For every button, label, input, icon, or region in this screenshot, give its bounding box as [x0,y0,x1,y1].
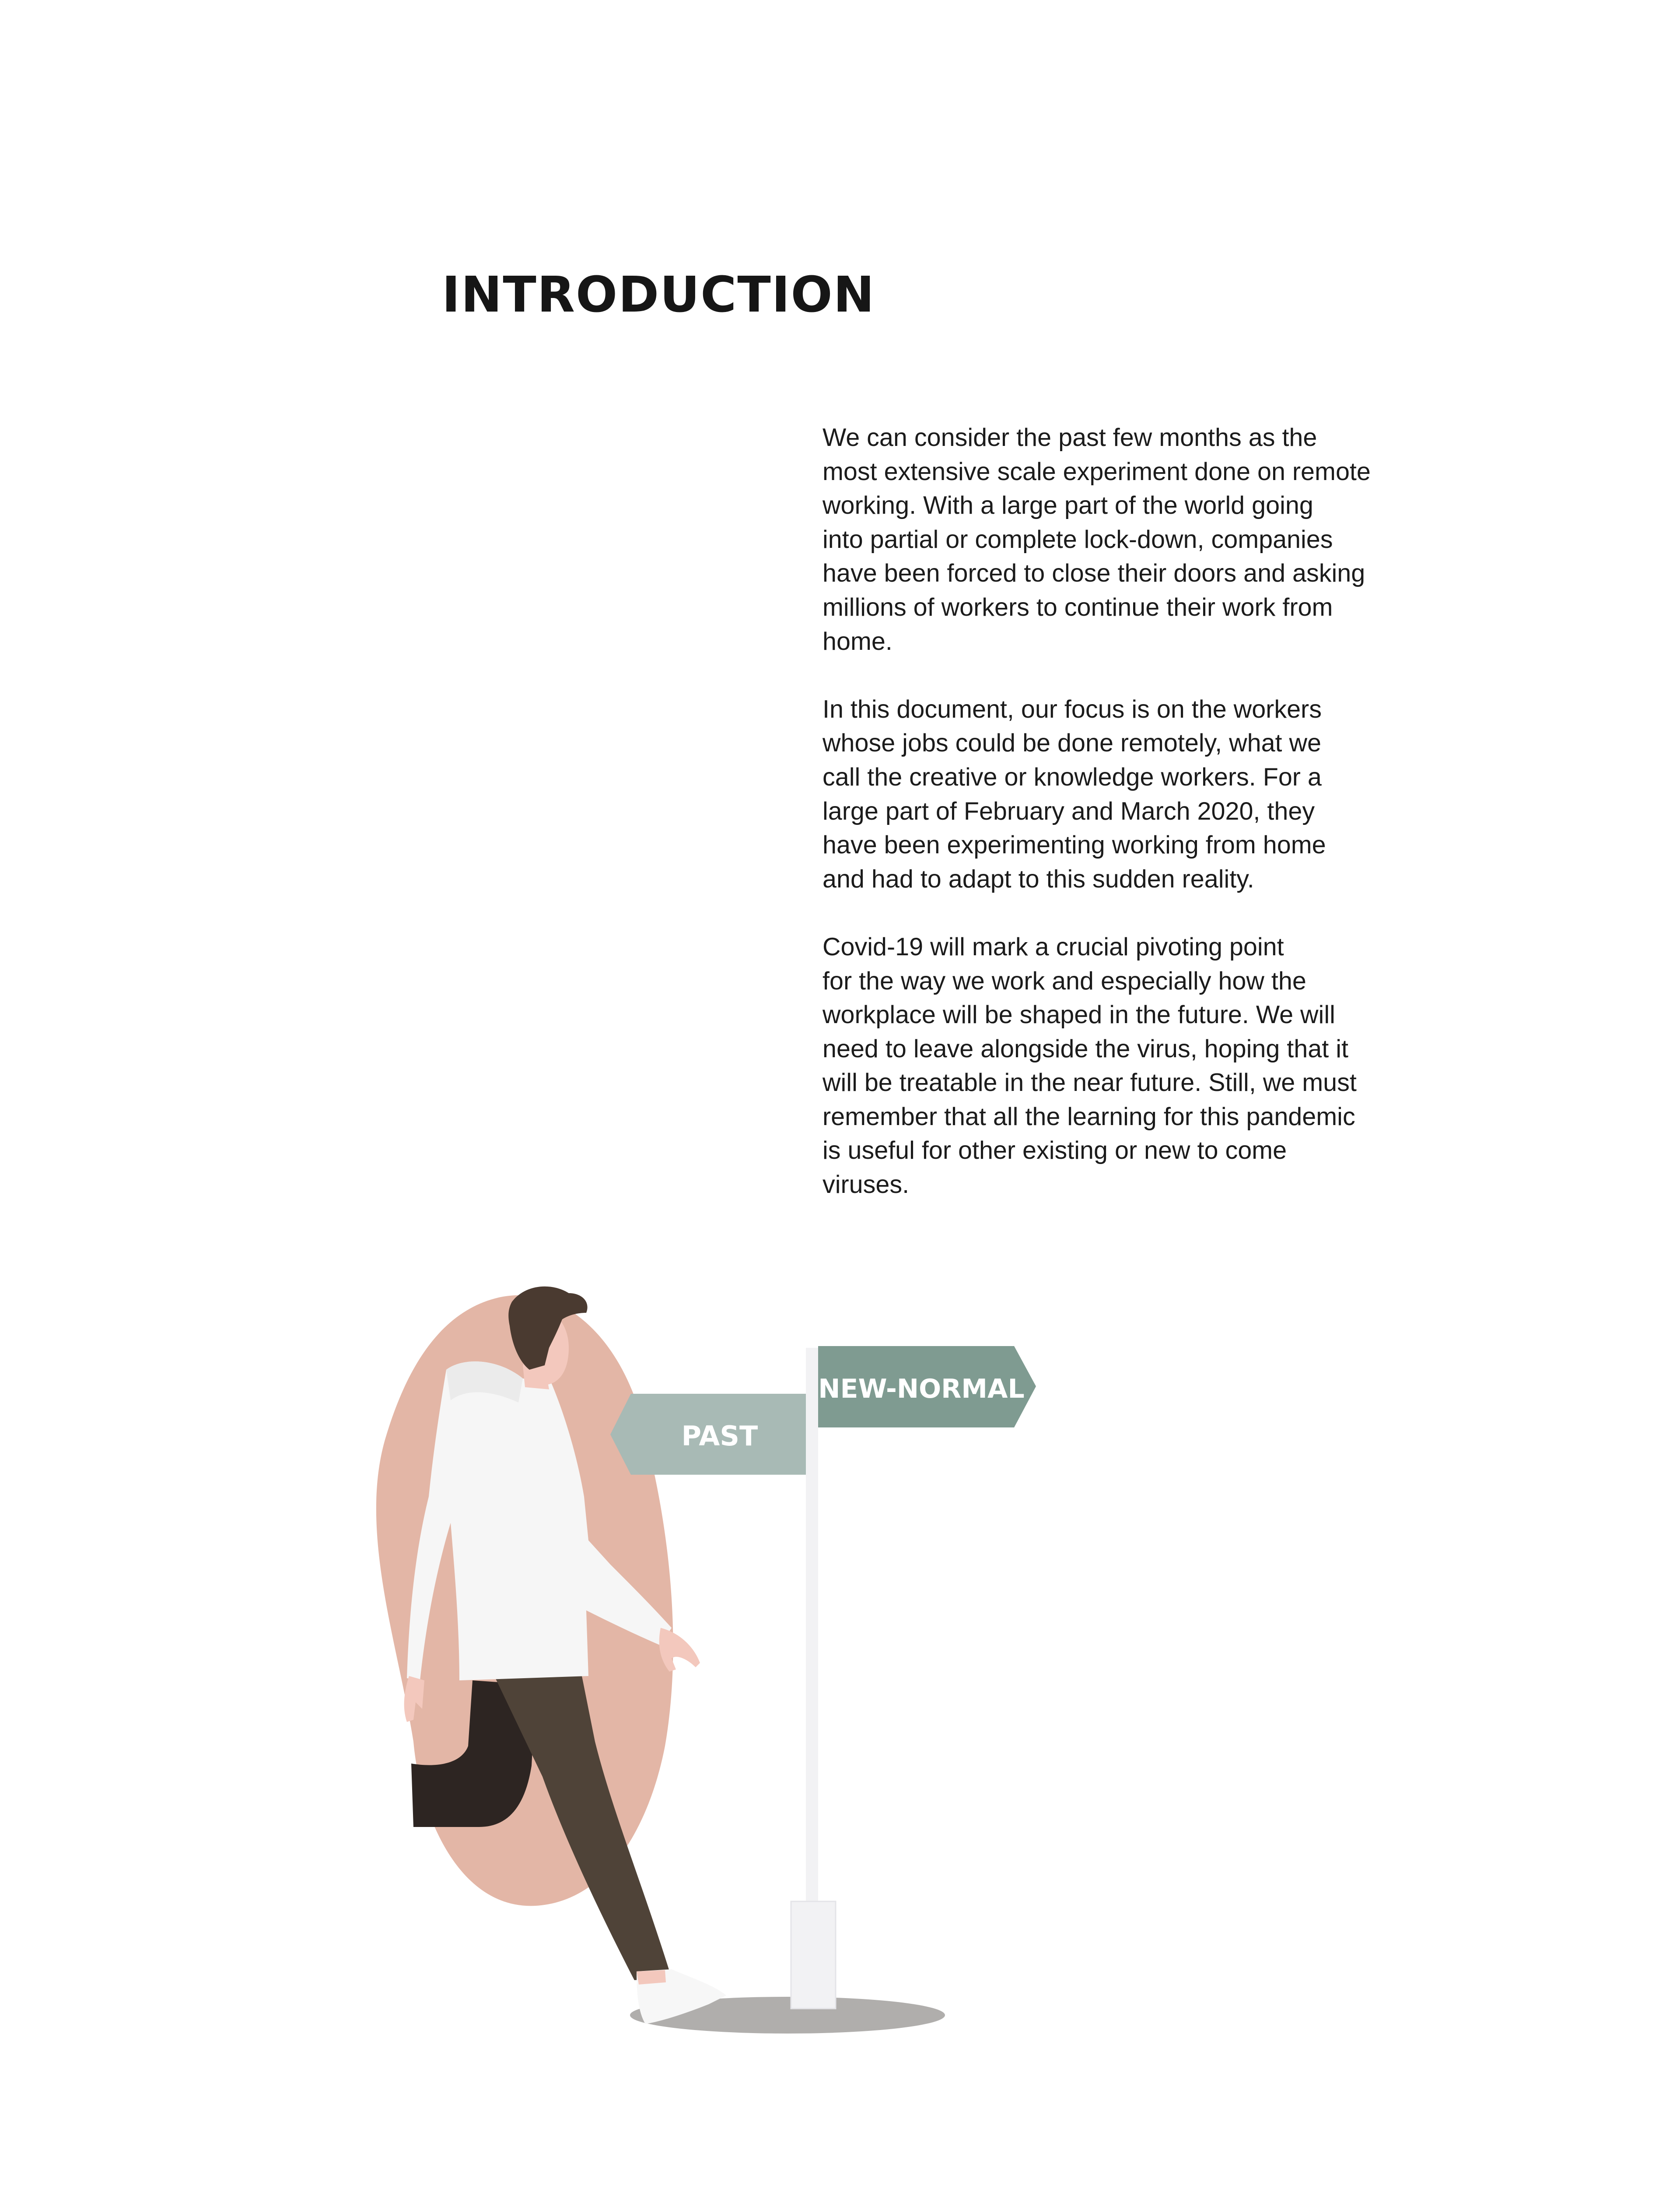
past-sign-label: PAST [681,1420,758,1452]
text-line: is useful for other existing or new to come [822,1136,1287,1165]
ankle [637,1970,666,1985]
text-line: workplace will be shaped in the future. We will [822,1001,1335,1029]
text-line: for the way we work and especially how the [822,967,1306,995]
text-line: viruses. [822,1171,910,1199]
text-line: into partial or complete lock-down, companies [822,525,1333,554]
text-line: remember that all the learning for this pandemic [822,1102,1355,1131]
intro-paragraph [822,693,1378,897]
text-line: have been forced to close their doors and asking [822,559,1365,588]
text-line: have been experimenting working from home [822,831,1326,859]
intro-paragraph [822,930,1378,1202]
new-normal-sign-label: NEW-NORMAL [818,1374,1025,1404]
text-line: We can consider the past few months as the [822,424,1317,452]
crossroads-illustration [350,1269,1094,2057]
text-line: call the creative or knowledge workers. For a [822,763,1322,791]
text-line: need to leave alongside the virus, hoping that it [822,1034,1348,1063]
text-line: and had to adapt to this sudden reality. [822,865,1254,893]
text-line: large part of February and March 2020, they [822,797,1315,825]
page-title: INTRODUCTION [442,266,875,323]
text-line: In this document, our focus is on the workers [822,695,1322,723]
intro-paragraph [822,421,1378,659]
text-line: home. [822,627,892,656]
text-line: millions of workers to continue their work from [822,593,1333,621]
text-line: will be treatable in the near future. Still, we must [822,1069,1357,1097]
text-line: most extensive scale experiment done on remote [822,457,1371,486]
sign-pole-base [791,1901,836,2009]
hand [659,1628,700,1672]
sign-pole [806,1348,818,1912]
intro-body [822,421,1378,1236]
text-line: working. With a large part of the world going [822,491,1313,520]
text-line: whose jobs could be done remotely, what we [822,729,1322,757]
text-line: Covid-19 will mark a crucial pivoting point [822,933,1284,961]
